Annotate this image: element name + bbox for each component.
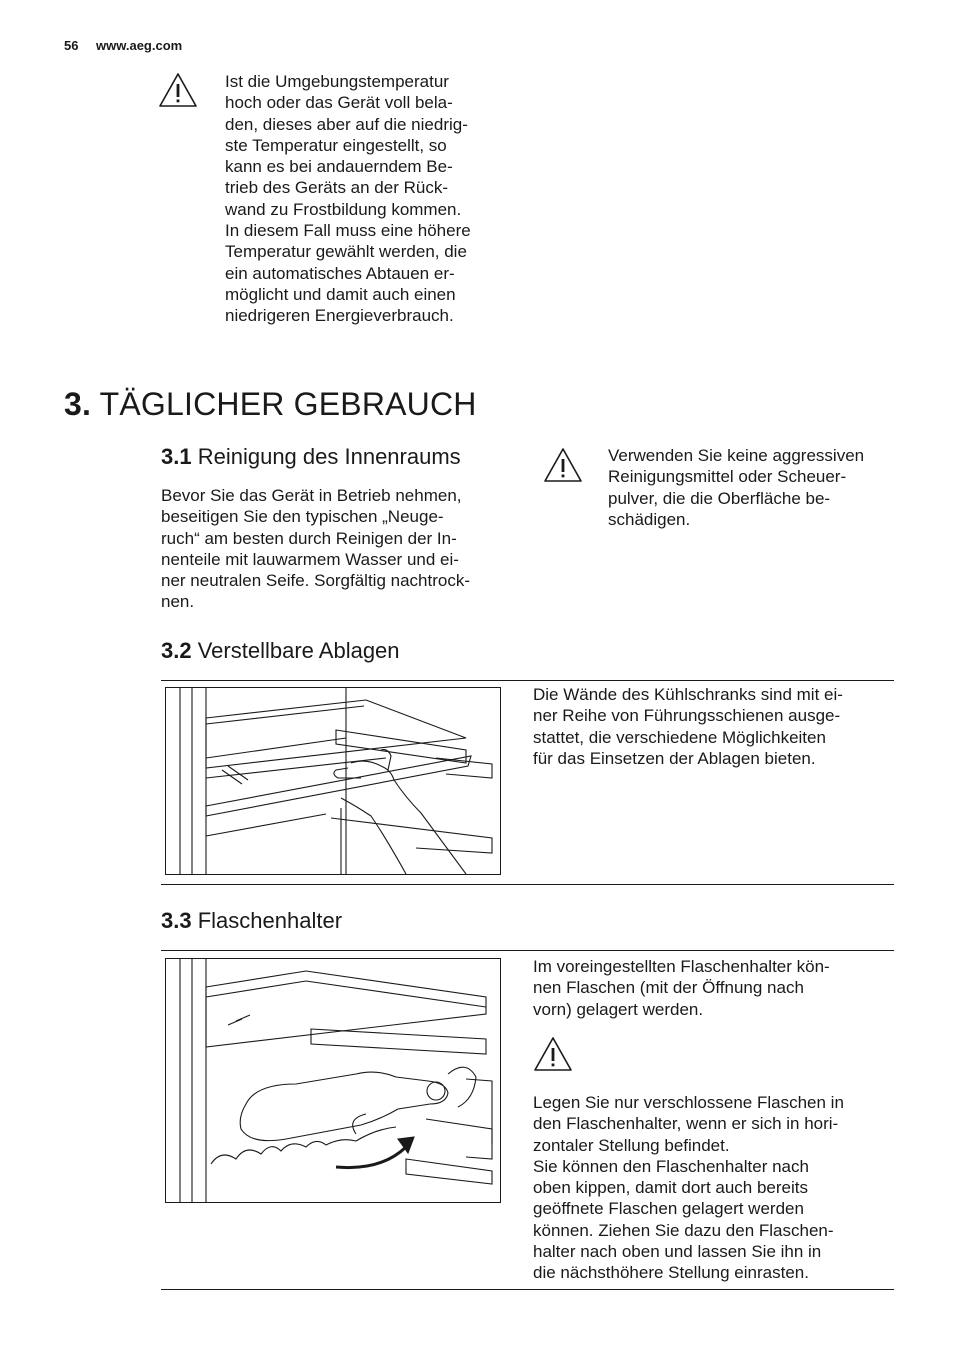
section-number: 3.2 bbox=[161, 638, 192, 663]
intro-warning-text: Ist die Umgebungstemperatur hoch oder das Gerät voll bela- den, dieses aber auf die niedrig- ste Temperatur eingestellt, so kann es bei andauerndem Be- trieb des Geräts an der Rück- wand zu Frostbildung kommen. In diesem Fall muss eine höhere Temperatur gewählt werden, die ein automatisches Abtauen er- möglicht und damit auch einen niedrigeren Energieverbrauch. bbox=[225, 72, 471, 326]
section-3-1-warning-text: Verwenden Sie keine aggressiven Reinigungsmittel oder Scheuer- pulver, die die Oberfläche be- schädigen. bbox=[608, 446, 865, 529]
warning-icon bbox=[543, 447, 583, 488]
section-3-3-heading bbox=[161, 908, 342, 934]
chapter-number: 3. bbox=[64, 386, 92, 422]
warning-icon bbox=[533, 1036, 573, 1077]
divider bbox=[161, 1289, 894, 1290]
section-3-3-text: Im voreingestellten Flaschenhalter kön- nen Flaschen (mit der Öffnung nach vorn) gelagert werden. bbox=[533, 957, 830, 1019]
chapter-title-text: TÄGLICHER GEBRAUCH bbox=[99, 386, 477, 422]
section-3-3-warning-text: Legen Sie nur verschlossene Flaschen in den Flaschenhalter, wenn er sich in hori- zontaler Stellung befindet. Sie können den Flaschenhalter nach oben kippen, damit dort auch bereits geöffnete Flaschen gelagert werden können. Ziehen Sie dazu den Flaschen- halter nach oben und lassen Sie ihn in die nächsthöhere Stellung einrasten. bbox=[533, 1093, 844, 1283]
section-title: Reinigung des Innenraums bbox=[197, 444, 461, 469]
section-title: Flaschenhalter bbox=[197, 908, 343, 933]
site-url: www.aeg.com bbox=[96, 38, 183, 53]
page-number: 56 bbox=[64, 38, 79, 53]
divider bbox=[161, 950, 894, 951]
section-3-2-text: Die Wände des Kühlschranks sind mit ei- ner Reihe von Führungsschienen ausge- stattet, die verschiedene Möglichkeiten für das Einsetzen der Ablagen bieten. bbox=[533, 685, 843, 768]
section-title: Verstellbare Ablagen bbox=[197, 638, 400, 663]
section-number: 3.3 bbox=[161, 908, 192, 933]
divider bbox=[161, 884, 894, 885]
warning-icon bbox=[158, 72, 198, 113]
section-3-1-text: Bevor Sie das Gerät in Betrieb nehmen, beseitigen Sie den typischen „Neuge- ruch“ am besten durch Reinigen der In- nenteile mit lauwarmem Wasser und ei- ner neutralen Seife. Sorgfältig nachtrock- nen. bbox=[161, 486, 471, 612]
bottle-holder-illustration bbox=[165, 958, 501, 1203]
section-3-1-heading bbox=[161, 444, 461, 470]
shelf-illustration bbox=[165, 687, 501, 875]
section-3-2-heading bbox=[161, 638, 400, 664]
divider bbox=[161, 680, 894, 681]
chapter-title bbox=[64, 386, 477, 423]
section-number: 3.1 bbox=[161, 444, 192, 469]
